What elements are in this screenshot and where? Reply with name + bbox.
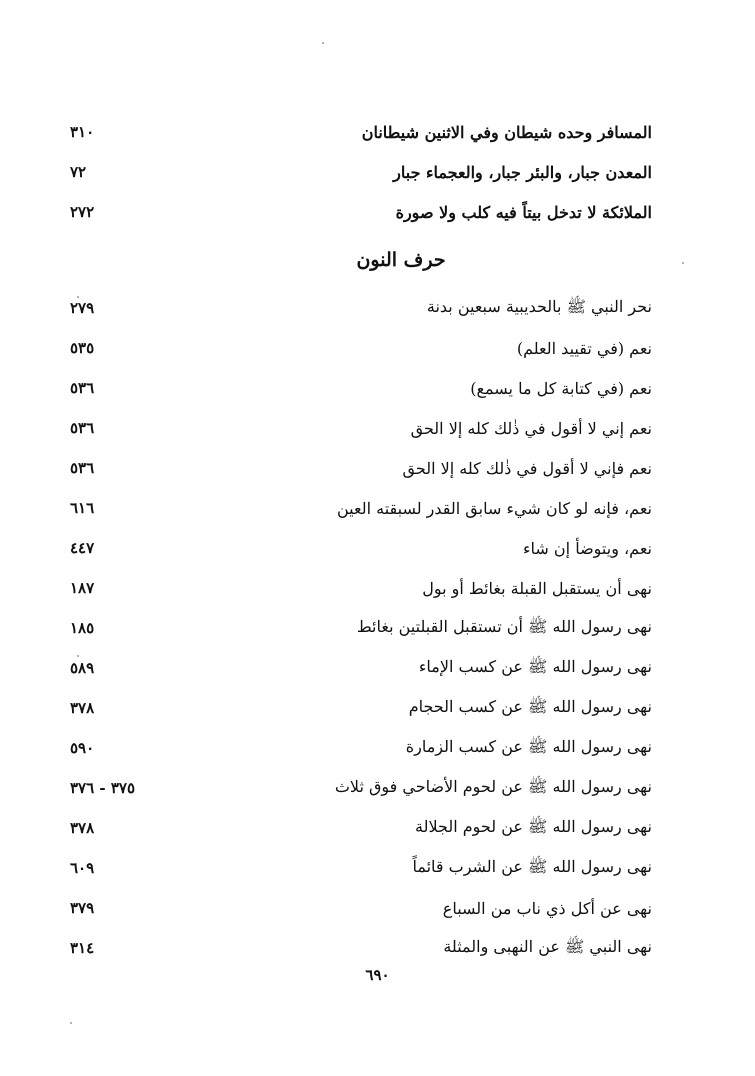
entry-page-number: ١٨٥ <box>70 619 95 637</box>
entry-text: نهى رسول الله ﷺ عن كسب الإماء <box>418 656 652 676</box>
hadith-index <box>70 112 652 968</box>
entry-text: نهى رسول الله ﷺ عن لحوم الجلالة <box>415 816 652 836</box>
entry-page-number: ٥٣٥ <box>70 339 95 357</box>
entry-text: نهى النبي ﷺ عن النهبى والمثلة <box>443 936 652 956</box>
index-entry <box>70 928 652 968</box>
paper-speck <box>682 262 684 264</box>
paper-speck <box>77 655 79 657</box>
paper-speck <box>322 42 324 44</box>
entry-text: نهى رسول الله ﷺ عن الشرب قائماً <box>412 856 652 876</box>
paper-speck <box>70 1022 72 1024</box>
entry-page-number: ٥٣٦ <box>70 379 95 397</box>
index-entry <box>70 688 652 728</box>
entry-page-number: ٣٧٨ <box>70 819 95 837</box>
entry-page-number: ٥٣٦ <box>70 419 95 437</box>
index-entry <box>70 448 652 488</box>
section-heading: حرف النون <box>356 249 446 271</box>
entry-text: نهى رسول الله ﷺ أن تستقبل القبلتين بغائط <box>356 616 652 636</box>
entry-page-number: ٢٧٩ <box>70 299 95 317</box>
index-entry <box>70 528 652 568</box>
entry-text: نعم (في تقييد العلم) <box>516 338 652 358</box>
index-entry <box>70 488 652 528</box>
index-entry <box>70 648 652 688</box>
entry-text: نعم إني لا أقول في ذٰلك كله إلا الحق <box>410 418 652 438</box>
index-entry <box>70 728 652 768</box>
index-entry <box>70 368 652 408</box>
index-entry <box>70 608 652 648</box>
entry-text: نعم (في كتابة كل ما يسمع) <box>470 378 652 398</box>
entry-text: نهى رسول الله ﷺ عن كسب الحجام <box>408 696 652 716</box>
entry-text: نهى رسول الله ﷺ عن لحوم الأضاحي فوق ثلاث <box>334 776 652 796</box>
entry-text: نهى أن يستقبل القبلة بغائط أو بول <box>422 578 652 598</box>
index-entry <box>70 848 652 888</box>
index-entry <box>70 328 652 368</box>
entry-text: نحر النبي ﷺ بالحديبية سبعين بدنة <box>426 296 652 316</box>
entry-page-number: ٦٠٩ <box>70 859 95 877</box>
index-entry <box>70 192 652 232</box>
entry-page-number: ٦١٦ <box>70 499 95 517</box>
entry-text: نعم، ويتوضأ إن شاء <box>523 538 652 558</box>
entry-page-number: ٥٣٦ <box>70 459 95 477</box>
entry-page-number: ٣١٠ <box>70 123 95 141</box>
entry-page-number: ٥٩٠ <box>70 739 95 757</box>
index-entry <box>70 768 652 808</box>
index-entry <box>70 568 652 608</box>
entry-text: الملائكة لا تدخل بيتاً فيه كلب ولا صورة <box>395 202 652 222</box>
entry-text: المسافر وحده شيطان وفي الاثنين شيطانان <box>361 122 652 142</box>
entry-page-number: ٣١٤ <box>70 939 95 957</box>
index-entry <box>70 808 652 848</box>
index-entry <box>70 112 652 152</box>
entry-page-number: ٣٧٥ - ٣٧٦ <box>70 779 136 797</box>
entry-page-number: ٤٤٧ <box>70 539 95 557</box>
index-entry <box>70 152 652 192</box>
index-entry <box>70 408 652 448</box>
entry-text: نعم، فإنه لو كان شيء سابق القدر لسبقته العين <box>336 498 652 518</box>
page-number: ٦٩٠ <box>365 966 390 984</box>
index-entry <box>70 288 652 328</box>
entry-page-number: ٣٧٨ <box>70 699 95 717</box>
entry-text: نهى عن أكل ذي ناب من السباع <box>442 898 652 918</box>
entry-text: نهى رسول الله ﷺ عن كسب الزمارة <box>405 736 652 756</box>
index-entry <box>70 888 652 928</box>
entry-text: المعدن جبار، والبئر جبار، والعجماء جبار <box>393 162 652 182</box>
entry-page-number: ١٨٧ <box>70 579 95 597</box>
entry-page-number: ٧٢ <box>70 163 87 181</box>
entry-text: نعم فإني لا أقول في ذٰلك كله إلا الحق <box>402 458 652 478</box>
entry-page-number: ٥٨٩ <box>70 659 95 677</box>
entry-page-number: ٣٧٩ <box>70 899 95 917</box>
paper-speck <box>77 296 79 298</box>
entry-page-number: ٢٧٢ <box>70 203 95 221</box>
